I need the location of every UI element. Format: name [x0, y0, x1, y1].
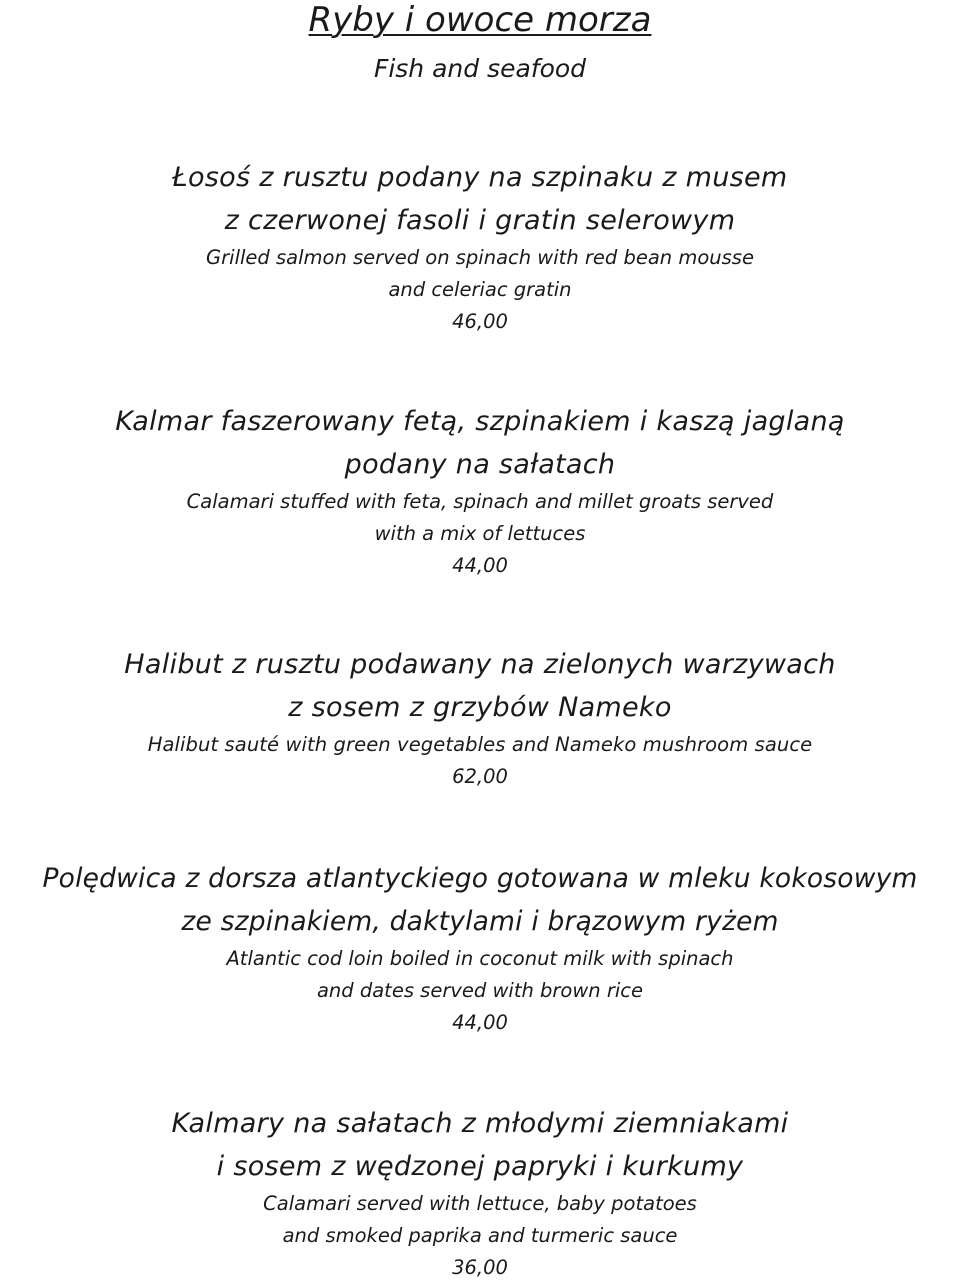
dish-name-polish-line-2: ze szpinakiem, daktylami i brązowym ryżem — [181, 906, 779, 937]
menu-item — [0, 643, 960, 793]
dish-name-polish-line-2: i sosem z wędzonej papryki i kurkumy — [216, 1151, 744, 1182]
section-title: Ryby i owoce morza — [308, 0, 652, 40]
dish-name-polish-line-1: Kalmar faszerowany fetą, szpinakiem i kaszą jaglaną — [115, 406, 845, 437]
dish-description-english-line-1: Grilled salmon served on spinach with red bean mousse — [206, 246, 754, 269]
dish-description-english-line-1: Halibut sauté with green vegetables and Nameko mushroom sauce — [147, 733, 813, 756]
dish-description-english-line-1: Atlantic cod loin boiled in coconut milk with spinach — [226, 947, 734, 970]
dish-name-polish-line-1: Halibut z rusztu podawany na zielonych warzywach — [124, 649, 836, 680]
menu-item — [0, 156, 960, 338]
dish-name-polish-line-1: Łosoś z rusztu podany na szpinaku z musem — [172, 162, 788, 193]
dish-description-english-line-2: with a mix of lettuces — [374, 522, 586, 545]
section-subtitle: Fish and seafood — [373, 54, 587, 83]
dish-description-english-line-2: and celeriac gratin — [388, 278, 572, 301]
dish-price: 62,00 — [452, 765, 508, 788]
dish-price: 46,00 — [452, 310, 508, 333]
dish-description-english-line-2: and smoked paprika and turmeric sauce — [282, 1224, 678, 1247]
dish-description-english-line-1: Calamari stuffed with feta, spinach and millet groats served — [186, 490, 774, 513]
dish-name-polish-line-2: z sosem z grzybów Nameko — [288, 692, 672, 723]
menu-item — [0, 400, 960, 582]
dish-price: 44,00 — [452, 554, 508, 577]
dish-name-polish-line-2: podany na sałatach — [344, 449, 616, 480]
menu-item — [0, 1102, 960, 1284]
dish-description-english-line-2: and dates served with brown rice — [316, 979, 644, 1002]
dish-description-english-line-1: Calamari served with lettuce, baby potatoes — [263, 1192, 697, 1215]
dish-name-polish-line-1: Polędwica z dorsza atlantyckiego gotowana w mleku kokosowym — [42, 863, 918, 894]
dish-price: 44,00 — [452, 1011, 508, 1034]
dish-name-polish-line-1: Kalmary na sałatach z młodymi ziemniakami — [171, 1108, 789, 1139]
menu-item — [0, 857, 960, 1039]
dish-price: 36,00 — [452, 1256, 508, 1279]
dish-name-polish-line-2: z czerwonej fasoli i gratin selerowym — [224, 205, 736, 236]
